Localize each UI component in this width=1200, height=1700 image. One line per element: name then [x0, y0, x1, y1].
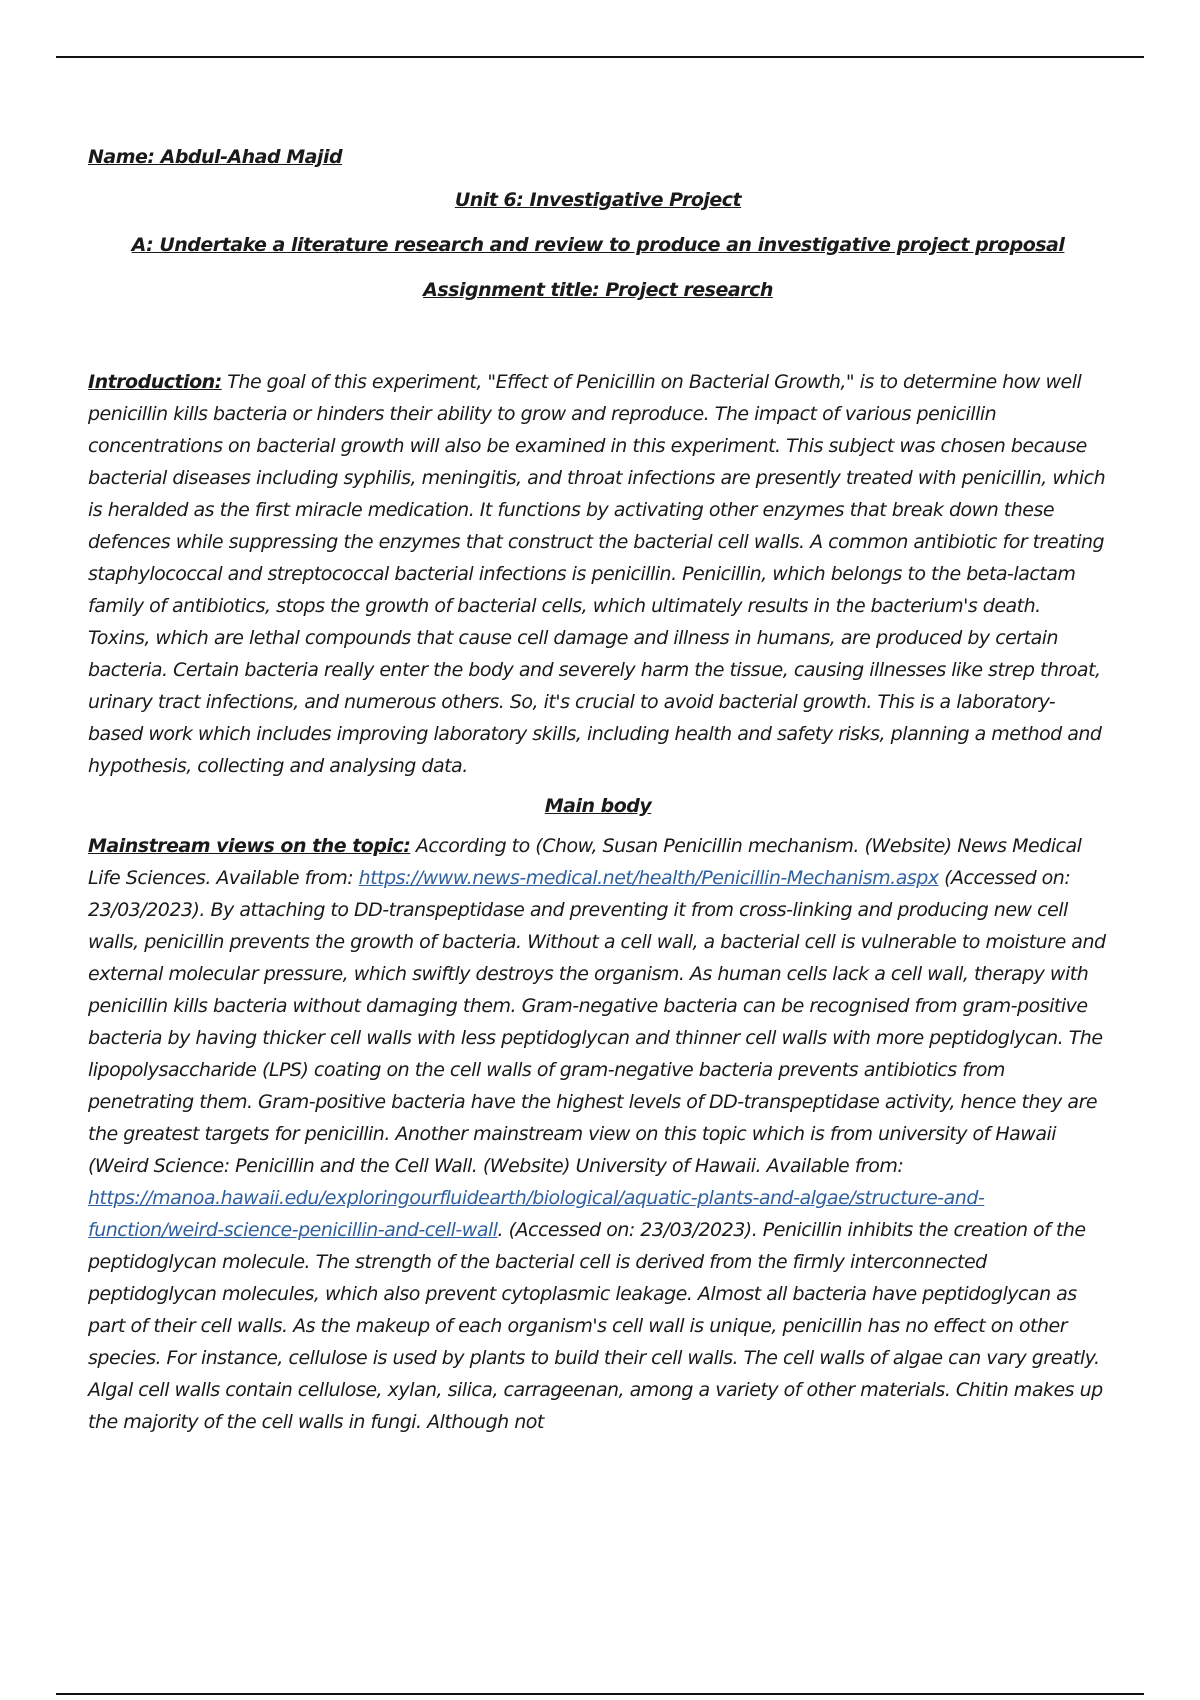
hawaii-link[interactable]: https://manoa.hawaii.edu/exploringourfluidearth/biological/aquatic-plants-and-algae/structure-and-function/weird-science-penicillin-and-cell-wall: [88, 1187, 985, 1241]
mainstream-text-1: According to (Chow, Susan Penicillin mechanism. (Website) News Medical Life Sciences. Available from:: [88, 835, 1082, 889]
mainstream-text-2: (Accessed on: 23/03/2023). By attaching to DD-transpeptidase and preventing it from cross-linking and producing new cell walls, penicillin prevents the growth of bacteria. Without a cell wall, a bacterial cell is vulnerable to moisture and external molecular pressure, which swiftly destroys the organism. As human cells lack a cell wall, therapy with penicillin kills bacteria without damaging them. Gram-negative bacteria can be recognised from gram-positive bacteria by having thicker cell walls with less peptidoglycan and thinner cell walls with more peptidoglycan. The lipopolysaccharide (LPS) coating on the cell walls of gram-negative bacteria prevents antibiotics from penetrating them. Gram-positive bacteria have the highest levels of DD-transpeptidase activity, hence they are the greatest targets for penicillin. Another mainstream view on this topic which is from university of Hawaii (Weird Science: Penicillin and the Cell Wall. (Website) University of Hawaii. Available from:: [88, 867, 1106, 1177]
document-page: [88, 145, 1108, 1438]
assignment-title: Assignment title: Project research: [423, 279, 773, 301]
introduction-label: Introduction:: [88, 371, 222, 393]
mainstream-views-paragraph: [88, 830, 1108, 1438]
mainstream-text-3: . (Accessed on: 23/03/2023). Penicillin inhibits the creation of the peptidoglycan molecule. The strength of the bacterial cell is derived from the firmly interconnected peptidoglycan molecules, which also prevent cytoplasmic leakage. Almost all bacteria have peptidoglycan as part of their cell walls. As the makeup of each organism's cell wall is unique, penicillin has no effect on other species. For instance, cellulose is used by plants to build their cell walls. The cell walls of algae can vary greatly. Algal cell walls contain cellulose, xylan, silica, carrageenan, among a variety of other materials. Chitin makes up the majority of the cell walls in fungi. Although not: [88, 1219, 1103, 1433]
mainstream-views-label: Mainstream views on the topic:: [88, 835, 411, 857]
unit-title: Unit 6: Investigative Project: [454, 189, 742, 211]
student-name: Name: Abdul-Ahad Majid: [88, 146, 343, 168]
introduction-paragraph: [88, 366, 1108, 782]
introduction-text: The goal of this experiment, "Effect of Penicillin on Bacterial Growth," is to determine how well penicillin kills bacteria or hinders their ability to grow and reproduce. The impact of various penicillin concentrations on bacterial growth will also be examined in this experiment. This subject was chosen because bacterial diseases including syphilis, meningitis, and throat infections are presently treated with penicillin, which is heralded as the first miracle medication. It functions by activating other enzymes that break down these defences while suppressing the enzymes that construct the bacterial cell walls. A common antibiotic for treating staphylococcal and streptococcal bacterial infections is penicillin. Penicillin, which belongs to the beta-lactam family of antibiotics, stops the growth of bacterial cells, which ultimately results in the bacterium's death. Toxins, which are lethal compounds that cause cell damage and illness in humans, are produced by certain bacteria. Certain bacteria really enter the body and severely harm the tissue, causing illnesses like strep throat, urinary tract infections, and numerous others. So, it's crucial to avoid bacterial growth. This is a laboratory-based work which includes improving laboratory skills, including health and safety risks, planning a method and hypothesis, collecting and analysing data.: [88, 371, 1106, 777]
news-medical-link[interactable]: https://www.news-medical.net/health/Penicillin-Mechanism.aspx: [358, 867, 939, 889]
main-body-heading: Main body: [544, 795, 652, 817]
bottom-rule: [56, 1693, 1144, 1695]
section-title: A: Undertake a literature research and review to produce an investigative project proposal: [131, 234, 1065, 256]
top-rule: [56, 56, 1144, 58]
